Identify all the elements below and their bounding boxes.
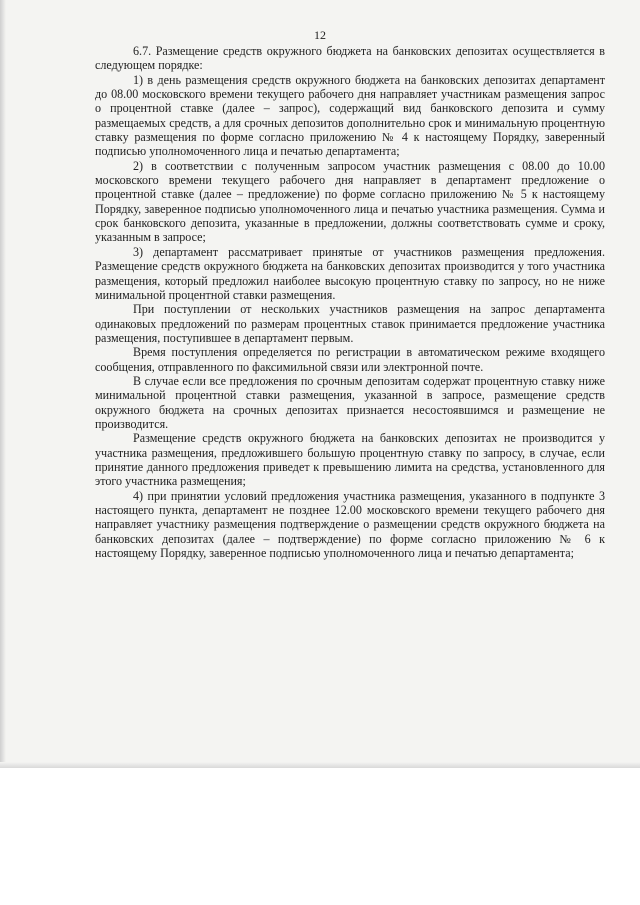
paragraph-limit-exceeded: Размещение средств окружного бюджета на банковских депозитах не производится у участника размещения, предложившего большую процентную ставку по запросу, в случае, если принятие данного предложения приведет к превышению лимита на средства, установленного для этого участника размещения; <box>95 431 605 489</box>
paragraph-6-7-intro: 6.7. Размещение средств окружного бюджета на банковских депозитах осуществляется в следующем порядке: <box>95 44 605 73</box>
paragraph-receipt-time: Время поступления определяется по регистрации в автоматическом режиме входящего сообщения, отправленного по факсимильной связи или электронной почте. <box>95 345 605 374</box>
paragraph-item-2: 2) в соответствии с полученным запросом участник размещения с 08.00 до 10.00 московского времени текущего рабочего дня направляет в департамент предложение о процентной ставке (далее – предложение) по форме согласно приложению № 5 к настоящему Порядку, заверенное подписью уполномоченного лица и печатью участника размещения. Сумма и срок банковского депозита, указанные в предложении, должны соответствовать сумме и сроку, указанным в запросе; <box>95 158 605 245</box>
scan-left-edge-shadow <box>0 0 6 768</box>
scan-bottom-edge <box>0 762 640 768</box>
paragraph-item-4: 4) при принятии условий предложения участника размещения, указанного в подпункте 3 настоящего пункта, департамент не позднее 12.00 московского времени текущего рабочего дня направляет участнику размещения подтверждение о размещении средств окружного бюджета на банковских депозитах (далее – подтверждение) по форме согласно приложению № 6 к настоящему Порядку, заверенное подписью уполномоченного лица и печатью департамента; <box>95 488 605 561</box>
paragraph-item-3: 3) департамент рассматривает принятые от участников размещения предложения. Размещение средств окружного бюджета на банковских депозитах производится у того участника размещения, который предложил наиболее высокую процентную ставку по запросу, но не ниже минимальной процентной ставки размещения. <box>95 244 605 302</box>
page-number: 12 <box>314 28 326 42</box>
paragraph-equal-offers: При поступлении от нескольких участников размещения на запрос департамента одинаковых предложений по размерам процентных ставок принимается предложение участника размещения, поступившее в департамент первым. <box>95 302 605 345</box>
paragraph-item-1: 1) в день размещения средств окружного бюджета на банковских депозитах департамент до 08.00 московского времени текущего рабочего дня направляет участникам размещения запрос о процентной ставке (далее – запрос), содержащий вид банковского депозита и сумму размещаемых средств, а для срочных депозитов дополнительно срок и минимальную процентную ставку размещения по форме согласно приложению № 4 к настоящему Порядку, заверенный подписью уполномоченного лица и печатью департамента; <box>95 72 605 159</box>
document-body <box>95 44 605 560</box>
paragraph-failed-placement: В случае если все предложения по срочным депозитам содержат процентную ставку ниже минимальной процентной ставки размещения, указанной в запросе, размещение средств окружного бюджета на срочных депозитах признается несостоявшимся и размещение не производится. <box>95 373 605 431</box>
